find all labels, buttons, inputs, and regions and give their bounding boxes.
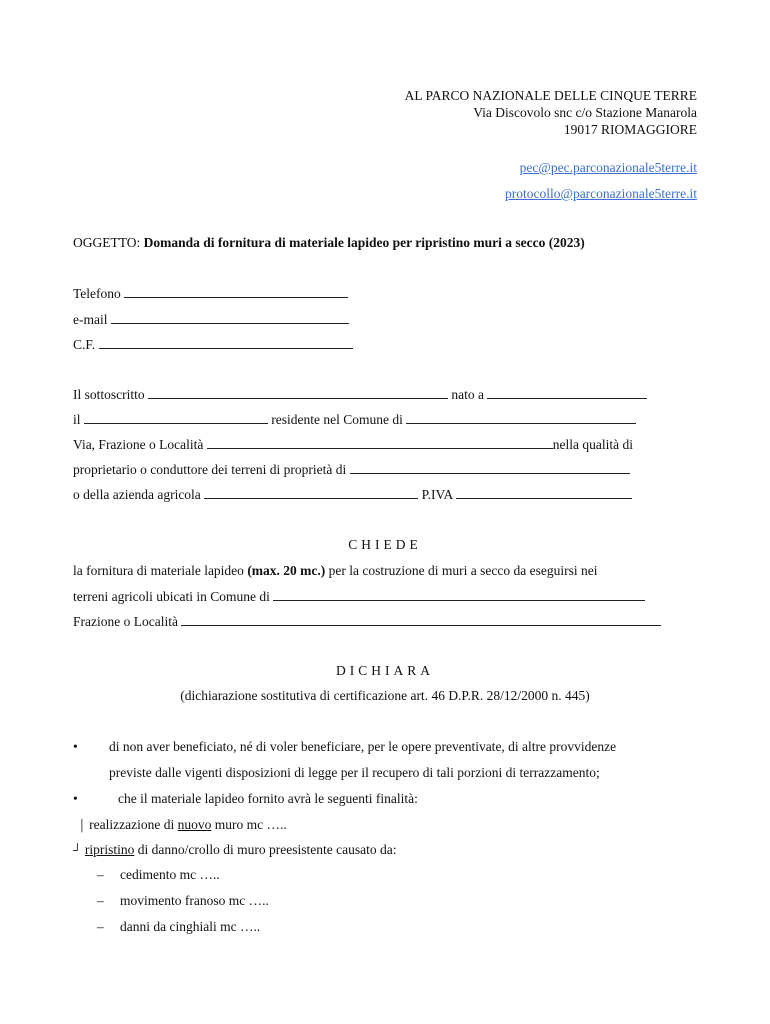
cause-dash-2: – bbox=[97, 893, 104, 908]
cf-field[interactable] bbox=[99, 337, 353, 349]
piva-field[interactable] bbox=[456, 487, 632, 499]
subject-label: OGGETTO: bbox=[73, 235, 144, 250]
birthdate-field[interactable] bbox=[84, 412, 268, 424]
pec-email-link[interactable]: pec@pec.parconazionale5terre.it bbox=[519, 160, 697, 175]
phone-row bbox=[73, 286, 348, 301]
qualita-label: nella qualità di bbox=[552, 437, 633, 452]
nato-label: nato a bbox=[451, 387, 484, 402]
cause-1: cedimento mc ….. bbox=[120, 867, 220, 882]
bullet-1-icon: • bbox=[73, 739, 78, 754]
subject-text: Domanda di fornitura di materiale lapideo per ripristino muri a secco (2023) bbox=[143, 235, 585, 250]
option-2-text: di danno/crollo di muro preesistente causato da: bbox=[134, 842, 397, 857]
email-field[interactable] bbox=[111, 312, 349, 324]
chiede-line-2 bbox=[73, 589, 645, 604]
checkbox-1-icon[interactable]: │ bbox=[78, 820, 86, 832]
cause-dash-1: – bbox=[97, 867, 104, 882]
chiede-line-1 bbox=[73, 564, 697, 578]
cf-row bbox=[73, 337, 353, 352]
option-1-text-a: realizzazione di bbox=[89, 817, 178, 832]
applicant-row-4 bbox=[73, 462, 630, 477]
il-label: il bbox=[73, 412, 81, 427]
email-row bbox=[73, 312, 349, 327]
bullet-2-icon: • bbox=[73, 791, 78, 806]
recipient-line-1: AL PARCO NAZIONALE DELLE CINQUE TERRE bbox=[404, 88, 697, 103]
option-2-underlined: ripristino bbox=[84, 842, 135, 857]
option-1-underlined: nuovo bbox=[177, 817, 212, 832]
cause-3: danni da cinghiali mc ….. bbox=[120, 919, 261, 934]
protocollo-email-link[interactable]: protocollo@parconazionale5terre.it bbox=[505, 186, 697, 201]
option-1 bbox=[78, 818, 287, 832]
chiede-line-3 bbox=[73, 614, 661, 629]
applicant-row-1 bbox=[73, 387, 647, 402]
email-label: e-mail bbox=[73, 312, 108, 327]
option-2 bbox=[73, 843, 396, 857]
chiede-text-b: per la costruzione di muri a secco da eseguirsi nei bbox=[325, 563, 598, 578]
phone-label: Telefono bbox=[73, 286, 121, 301]
bullet-1-line-2: previste dalle vigenti disposizioni di legge per il recupero di tali porzioni di terrazzamento; bbox=[109, 765, 600, 780]
address-field[interactable] bbox=[207, 437, 553, 449]
sottoscritto-label: Il sottoscritto bbox=[73, 387, 145, 402]
subject-line bbox=[73, 236, 585, 250]
owner-field[interactable] bbox=[350, 462, 630, 474]
recipient-line-3: 19017 RIOMAGGIORE bbox=[563, 122, 697, 137]
chiede-max: (max. 20 mc.) bbox=[247, 563, 326, 578]
piva-label: P.IVA bbox=[421, 487, 453, 502]
comune-field[interactable] bbox=[273, 589, 645, 601]
bullet-2-text: che il materiale lapideo fornito avrà le seguenti finalità: bbox=[118, 791, 418, 806]
recipient-line-2: Via Discovolo snc c/o Stazione Manarola bbox=[473, 105, 697, 120]
proprietario-label: proprietario o conduttore dei terreni di proprietà di bbox=[73, 462, 347, 477]
cause-2: movimento franoso mc ….. bbox=[120, 893, 269, 908]
applicant-row-2 bbox=[73, 412, 636, 427]
cf-label: C.F. bbox=[73, 337, 96, 352]
frazione-label: Frazione o Località bbox=[73, 614, 178, 629]
chiede-heading: CHIEDE bbox=[348, 537, 422, 552]
frazione-field[interactable] bbox=[181, 614, 661, 626]
residence-field[interactable] bbox=[406, 412, 636, 424]
comune-label: terreni agricoli ubicati in Comune di bbox=[73, 589, 270, 604]
option-1-text-b: muro mc ….. bbox=[211, 817, 287, 832]
via-label: Via, Frazione o Località bbox=[73, 437, 204, 452]
applicant-row-5 bbox=[73, 487, 632, 502]
checkbox-2-icon[interactable]: ┘ bbox=[73, 843, 82, 857]
birthplace-field[interactable] bbox=[487, 387, 647, 399]
applicant-row-3 bbox=[73, 437, 633, 452]
company-field[interactable] bbox=[204, 487, 418, 499]
bullet-1-line-1: di non aver beneficiato, né di voler beneficiare, per le opere preventivate, di altre provvidenze bbox=[109, 739, 617, 754]
azienda-label: o della azienda agricola bbox=[73, 487, 201, 502]
residente-label: residente nel Comune di bbox=[271, 412, 403, 427]
phone-field[interactable] bbox=[124, 286, 348, 298]
chiede-text-a: la fornitura di materiale lapideo bbox=[73, 563, 248, 578]
dichiara-heading: DICHIARA bbox=[336, 663, 434, 678]
dichiara-subheading: (dichiarazione sostitutiva di certificazione art. 46 D.P.R. 28/12/2000 n. 445) bbox=[180, 688, 590, 703]
cause-dash-3: – bbox=[97, 919, 104, 934]
name-field[interactable] bbox=[148, 387, 448, 399]
